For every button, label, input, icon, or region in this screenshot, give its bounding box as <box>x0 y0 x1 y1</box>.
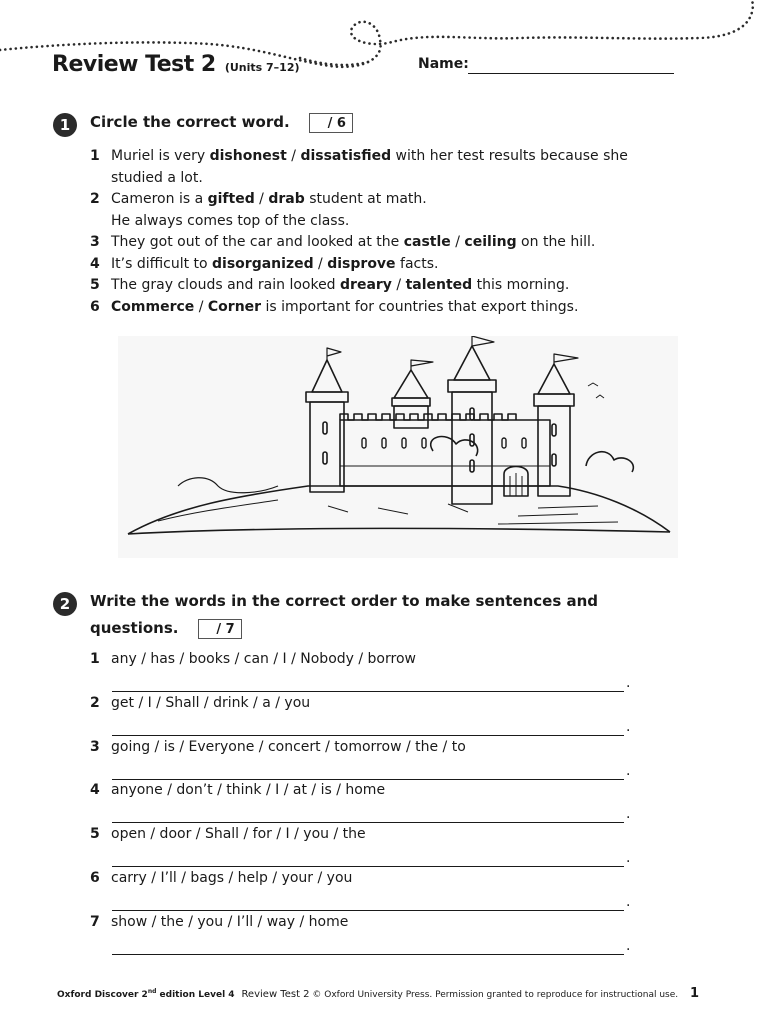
footer <box>57 988 678 1000</box>
word-choice[interactable]: Commerce <box>111 298 195 315</box>
scrambled-words: carry / I’ll / bags / help / your / you <box>111 870 353 886</box>
page-title: Review Test 2 <box>52 52 216 77</box>
question-row <box>90 189 628 211</box>
answer-line[interactable] <box>112 822 624 823</box>
ordering-question-row <box>90 695 310 711</box>
question-text-segment: is important for countries that export things. <box>261 298 579 315</box>
footer-copyright: © Oxford University Press. Permission granted to reproduce for instructional use. <box>309 990 679 1000</box>
answer-end-mark: . <box>626 718 631 735</box>
name-label: Name: <box>418 56 469 72</box>
question-text-segment: with her test results because she <box>391 148 628 164</box>
word-choice[interactable]: disprove <box>327 255 396 272</box>
word-choice[interactable]: dissatisfied <box>300 148 392 164</box>
answer-line[interactable] <box>112 691 624 692</box>
castle-illustration <box>118 336 678 558</box>
question-text-segment: He always comes top of the class. <box>111 212 350 229</box>
question-text-segment: / <box>194 298 208 315</box>
answer-line[interactable] <box>112 735 624 736</box>
scrambled-words: show / the / you / I’ll / way / home <box>111 913 349 930</box>
answer-line[interactable] <box>112 910 624 911</box>
question-number: 1 <box>90 148 100 164</box>
question-row <box>90 275 628 297</box>
word-choice[interactable]: Corner <box>207 298 262 315</box>
question-text <box>111 146 628 168</box>
word-choice[interactable]: ceiling <box>464 234 517 250</box>
word-choice[interactable]: disorganized <box>212 255 314 272</box>
section-1-question-list <box>90 146 628 318</box>
scrambled-words: get / I / Shall / drink / a / you <box>111 694 311 711</box>
answer-line[interactable] <box>112 779 624 780</box>
question-row <box>90 168 628 190</box>
scrambled-words: going / is / Everyone / concert / tomorrow / the / to <box>111 738 466 755</box>
units-label: (Units 7–12) <box>224 61 300 74</box>
question-number: 6 <box>90 298 100 315</box>
ordering-question-row <box>90 826 366 842</box>
question-text <box>111 232 595 254</box>
question-text <box>111 189 427 211</box>
question-number <box>90 168 111 190</box>
question-number: 3 <box>90 234 100 250</box>
section-1-instruction-text: Circle the correct word. <box>90 113 290 131</box>
question-text-segment: this morning. <box>472 277 570 293</box>
scrambled-words: open / door / Shall / for / I / you / the <box>111 826 366 843</box>
name-field-line[interactable] <box>468 73 674 74</box>
ordering-question-row <box>90 914 348 930</box>
question-text <box>111 297 578 319</box>
question-text <box>111 275 569 297</box>
question-number: 4 <box>90 782 100 799</box>
question-number: 6 <box>90 870 100 886</box>
question-number: 1 <box>90 651 100 667</box>
ordering-question-row <box>90 782 385 798</box>
section-2-instruction-text: questions. <box>90 619 179 637</box>
question-text-segment: studied a lot. <box>111 169 203 186</box>
word-choice[interactable]: gifted <box>207 191 255 207</box>
question-text-segment: The gray clouds and rain looked <box>111 277 341 293</box>
question-text <box>111 211 349 233</box>
question-row <box>90 297 628 319</box>
question-number: 5 <box>90 826 100 843</box>
section-1-instruction <box>90 109 353 136</box>
word-choice[interactable]: talented <box>405 277 473 293</box>
footer-test-name: Review Test 2 <box>241 989 310 1000</box>
footer-brand: Oxford Discover 2nd edition Level 4 <box>57 988 235 1000</box>
question-number: 2 <box>90 694 100 711</box>
scrambled-words: any / has / books / can / I / Nobody / borrow <box>111 651 416 667</box>
question-text-segment: Muriel is very <box>111 148 210 164</box>
question-row <box>90 146 628 168</box>
word-choice[interactable]: drab <box>268 191 305 207</box>
question-text-segment: They got out of the car and looked at the <box>111 234 404 250</box>
word-choice[interactable]: castle <box>403 234 451 250</box>
question-text <box>111 168 203 190</box>
question-text-segment: Cameron is a <box>111 191 208 207</box>
question-row <box>90 232 628 254</box>
section-1-number: 1 <box>53 113 77 137</box>
answer-end-mark: . <box>626 675 631 691</box>
answer-end-mark: . <box>626 850 631 867</box>
question-text-segment: / <box>286 148 301 164</box>
section-2-instruction-line-2 <box>90 615 242 642</box>
question-text-segment: / <box>313 255 328 272</box>
answer-end-mark: . <box>626 937 631 954</box>
answer-end-mark: . <box>626 762 631 779</box>
question-text-segment: facts. <box>395 255 439 272</box>
word-choice[interactable]: dishonest <box>209 148 287 164</box>
word-choice[interactable]: dreary <box>340 277 392 293</box>
ordering-question-row <box>90 739 466 755</box>
question-text-segment: / <box>254 191 269 207</box>
section-2-number: 2 <box>53 592 77 616</box>
answer-line[interactable] <box>112 866 624 867</box>
section-1-score-box: / 6 <box>309 113 353 133</box>
answer-line[interactable] <box>112 954 624 955</box>
question-text-segment: on the hill. <box>516 234 596 250</box>
ordering-question-row <box>90 651 416 667</box>
answer-end-mark: . <box>626 894 631 910</box>
question-text-segment: It’s difficult to <box>111 255 213 272</box>
question-number <box>90 211 111 233</box>
question-number: 4 <box>90 255 100 272</box>
question-text-segment: / <box>450 234 465 250</box>
ordering-question-row <box>90 870 352 886</box>
page-number: 1 <box>690 986 700 1001</box>
question-number: 2 <box>90 191 100 207</box>
answer-end-mark: . <box>626 806 631 823</box>
question-text-segment: student at math. <box>304 191 427 207</box>
question-number: 5 <box>90 277 100 293</box>
section-2-score-box: / 7 <box>198 619 242 639</box>
question-text <box>111 254 438 276</box>
question-text-segment: / <box>391 277 406 293</box>
question-row <box>90 211 628 233</box>
page-header <box>52 52 300 77</box>
section-2-instruction-line-1: Write the words in the correct order to make sentences and <box>90 592 599 610</box>
question-number: 7 <box>90 913 100 930</box>
question-row <box>90 254 628 276</box>
question-number: 3 <box>90 738 100 755</box>
scrambled-words: anyone / don’t / think / I / at / is / home <box>111 782 386 799</box>
